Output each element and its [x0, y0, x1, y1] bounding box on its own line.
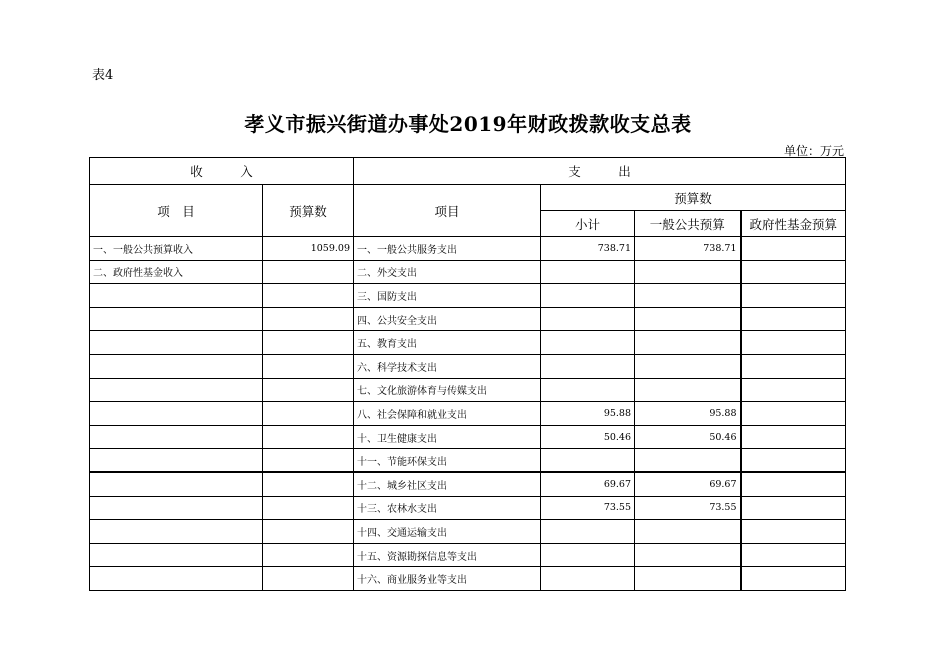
expense-item-cell: 十、卫生健康支出 [354, 425, 541, 449]
general-budget-cell [635, 354, 741, 378]
subtotal-cell [541, 378, 635, 402]
income-amount-cell [263, 425, 354, 449]
expense-item-cell: 八、社会保障和就业支出 [354, 402, 541, 426]
income-item-cell [90, 331, 263, 355]
fund-budget-cell [741, 543, 846, 567]
table-row [90, 472, 846, 496]
table-row [90, 402, 846, 426]
income-item-header: 项 目 [90, 185, 263, 237]
subtotal-header: 小计 [541, 211, 635, 237]
income-item-cell [90, 307, 263, 331]
income-item-cell [90, 449, 263, 473]
fund-budget-cell [741, 237, 846, 261]
subtotal-cell [541, 543, 635, 567]
general-budget-cell: 50.46 [635, 425, 741, 449]
fund-budget-cell [741, 472, 846, 496]
subtotal-cell [541, 307, 635, 331]
table-row [90, 237, 846, 261]
table-row [90, 520, 846, 544]
fund-budget-cell [741, 260, 846, 284]
general-budget-cell [635, 567, 741, 591]
general-budget-cell: 73.55 [635, 496, 741, 520]
fund-budget-cell [741, 520, 846, 544]
fund-budget-header: 政府性基金预算 [741, 211, 846, 237]
subtotal-cell: 738.71 [541, 237, 635, 261]
expense-item-cell: 十二、城乡社区支出 [354, 472, 541, 496]
budget-table [89, 157, 846, 591]
table-row [90, 496, 846, 520]
unit-label: 单位：万元 [783, 144, 844, 158]
expense-item-cell: 十四、交通运输支出 [354, 520, 541, 544]
income-item-cell [90, 496, 263, 520]
subtotal-cell [541, 260, 635, 284]
table-row [90, 331, 846, 355]
expense-item-cell: 六、科学技术支出 [354, 354, 541, 378]
expense-budget-group-header: 预算数 [541, 185, 846, 211]
general-budget-cell [635, 307, 741, 331]
income-amount-cell [263, 496, 354, 520]
general-budget-cell: 738.71 [635, 237, 741, 261]
subtotal-cell [541, 520, 635, 544]
subtotal-cell [541, 567, 635, 591]
general-budget-cell [635, 378, 741, 402]
expense-item-cell: 十五、资源勘探信息等支出 [354, 543, 541, 567]
fund-budget-cell [741, 354, 846, 378]
expense-item-cell: 三、国防支出 [354, 284, 541, 308]
subtotal-cell [541, 284, 635, 308]
fund-budget-cell [741, 331, 846, 355]
general-budget-header: 一般公共预算 [635, 211, 741, 237]
general-budget-cell [635, 284, 741, 308]
expense-header: 支 出 [354, 158, 846, 185]
subtotal-cell [541, 354, 635, 378]
subtotal-cell [541, 449, 635, 473]
fund-budget-cell [741, 378, 846, 402]
expense-item-cell: 四、公共安全支出 [354, 307, 541, 331]
subtotal-cell: 73.55 [541, 496, 635, 520]
table-row [90, 378, 846, 402]
general-budget-cell [635, 331, 741, 355]
general-budget-cell: 95.88 [635, 402, 741, 426]
general-budget-cell [635, 543, 741, 567]
income-amount-cell [263, 378, 354, 402]
expense-item-cell: 七、文化旅游体育与传媒支出 [354, 378, 541, 402]
table-row [90, 354, 846, 378]
table-number-label: 表4 [92, 68, 114, 83]
income-amount-cell [263, 472, 354, 496]
subtotal-cell: 95.88 [541, 402, 635, 426]
income-item-cell [90, 520, 263, 544]
table-row [90, 543, 846, 567]
general-budget-cell [635, 449, 741, 473]
income-amount-cell [263, 260, 354, 284]
income-item-cell [90, 402, 263, 426]
income-amount-cell [263, 449, 354, 473]
income-amount-cell [263, 402, 354, 426]
table-row [90, 260, 846, 284]
subtotal-cell: 69.67 [541, 472, 635, 496]
income-item-cell: 二、政府性基金收入 [90, 260, 263, 284]
table-row [90, 425, 846, 449]
income-amount-cell: 1059.09 [263, 237, 354, 261]
expense-item-cell: 十一、节能环保支出 [354, 449, 541, 473]
income-amount-cell [263, 354, 354, 378]
income-item-cell [90, 567, 263, 591]
fund-budget-cell [741, 284, 846, 308]
income-amount-cell [263, 543, 354, 567]
expense-item-header: 项目 [354, 185, 541, 237]
income-item-cell [90, 354, 263, 378]
general-budget-cell [635, 260, 741, 284]
income-item-cell [90, 472, 263, 496]
table-row [90, 567, 846, 591]
income-item-cell [90, 543, 263, 567]
fund-budget-cell [741, 307, 846, 331]
income-budget-header: 预算数 [263, 185, 354, 237]
income-item-cell: 一、一般公共预算收入 [90, 237, 263, 261]
income-amount-cell [263, 307, 354, 331]
income-amount-cell [263, 284, 354, 308]
income-amount-cell [263, 567, 354, 591]
fund-budget-cell [741, 402, 846, 426]
subtotal-cell [541, 331, 635, 355]
expense-item-cell: 二、外交支出 [354, 260, 541, 284]
income-amount-cell [263, 331, 354, 355]
general-budget-cell [635, 520, 741, 544]
expense-item-cell: 一、一般公共服务支出 [354, 237, 541, 261]
table-row [90, 307, 846, 331]
table-row [90, 284, 846, 308]
subtotal-cell: 50.46 [541, 425, 635, 449]
income-header: 收 入 [90, 158, 354, 185]
income-item-cell [90, 425, 263, 449]
income-amount-cell [263, 520, 354, 544]
fund-budget-cell [741, 449, 846, 473]
income-item-cell [90, 284, 263, 308]
page-title: 孝义市振兴街道办事处2019年财政拨款收支总表 [244, 112, 692, 136]
income-item-cell [90, 378, 263, 402]
expense-item-cell: 十六、商业服务业等支出 [354, 567, 541, 591]
fund-budget-cell [741, 496, 846, 520]
fund-budget-cell [741, 567, 846, 591]
table-row [90, 449, 846, 473]
fund-budget-cell [741, 425, 846, 449]
general-budget-cell: 69.67 [635, 472, 741, 496]
expense-item-cell: 十三、农林水支出 [354, 496, 541, 520]
expense-item-cell: 五、教育支出 [354, 331, 541, 355]
